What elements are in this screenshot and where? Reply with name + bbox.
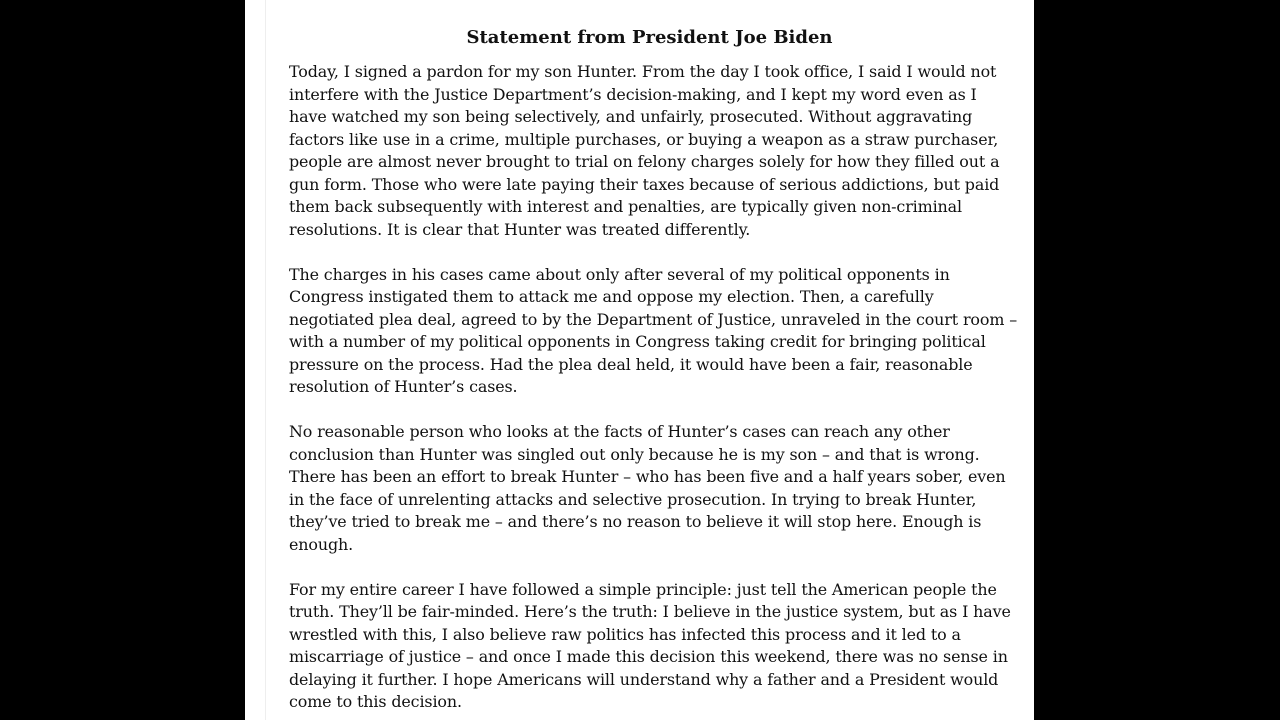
statement-title: Statement from President Joe Biden (466, 27, 833, 48)
paragraph-2: The charges in his cases came about only after several of my political opponents in Congress instigated them to attack me and oppose my election. Then, a carefully negotiated plea deal, agreed to by the Department of Justice, unraveled in the court room – with a number of my political opponents in Congress taking credit for bringing political pressure on the process. Had the plea deal held, it would have been a fair, reasonable resolution of Hunter’s cases. (289, 264, 1018, 396)
statement-body (289, 61, 1019, 720)
document-page (245, 0, 1034, 720)
page-edge-divider (265, 0, 266, 720)
paragraph-3: No reasonable person who looks at the facts of Hunter’s cases can reach any other conclusion than Hunter was singled out only because he is my son – and that is wrong. There has been an effort to break Hunter – who has been five and a half years sober, even in the face of unrelenting attacks and selective prosecution. In trying to break Hunter, they’ve tried to break me – and there’s no reason to believe it will stop here. Enough is enough. (289, 422, 1006, 554)
paragraph-4: For my entire career I have followed a simple principle: just tell the American people the truth. They’ll be fair-minded. Here’s the truth: I believe in the justice system, but as I have wrestled with this, I also believe raw politics has infected this process and it led to a miscarriage of justice – and once I made this decision this weekend, there was no sense in delaying it further. I hope Americans will understand why a father and a President would come to this decision. (289, 579, 1011, 711)
paragraph-1: Today, I signed a pardon for my son Hunter. From the day I took office, I said I would not interfere with the Justice Department’s decision-making, and I kept my word even as I have watched my son being selectively, and unfairly, prosecuted. Without aggravating factors like use in a crime, multiple purchases, or buying a weapon as a straw purchaser, people are almost never brought to trial on felony charges solely for how they filled out a gun form. Those who were late paying their taxes because of serious addictions, but paid them back subsequently with interest and penalties, are typically given non-criminal resolutions. It is clear that Hunter was treated differently. (289, 62, 1000, 239)
